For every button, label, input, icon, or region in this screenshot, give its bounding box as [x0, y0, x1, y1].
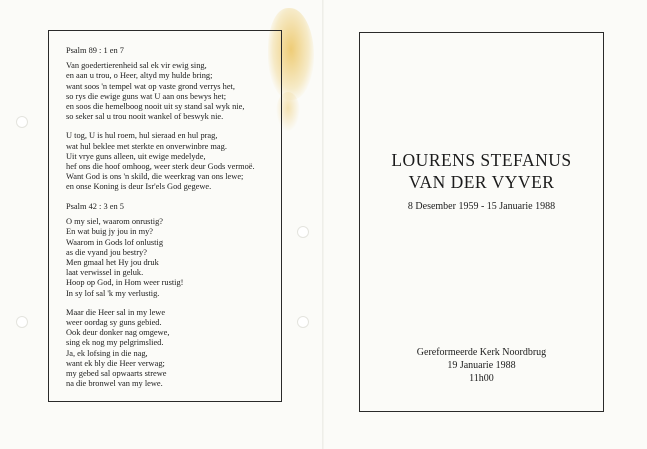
- punch-hole: [16, 316, 28, 328]
- verse-line: Want God is ons 'n skild, die weerkrag van ons lewe;: [66, 172, 244, 182]
- verse-line: want ek bly die Heer verwag;: [66, 358, 165, 368]
- verse-line: weer oordag sy guns gebied.: [66, 318, 162, 328]
- punch-hole: [297, 316, 309, 328]
- verse-line: Waarom in Gods lof onlustig: [66, 237, 164, 247]
- service-details: [359, 346, 604, 385]
- stanza: [66, 61, 255, 122]
- punch-hole: [16, 116, 28, 128]
- stanza: [66, 308, 183, 390]
- service-time: 11h00: [469, 373, 494, 384]
- punch-hole: [297, 226, 309, 238]
- verse-line: Ook deur donker nag omgewe,: [66, 328, 170, 338]
- verse-line: sing ek nog my pelgrimslied.: [66, 338, 164, 348]
- deceased-name-surname: VAN DER VYVER: [408, 172, 555, 192]
- church-name: Gereformeerde Kerk Noordbrug: [416, 347, 547, 358]
- verse-line: In sy lof sal 'k my verlustig.: [66, 288, 160, 298]
- verse-line: so rys die ewige guns wat U aan ons bewys het;: [66, 91, 227, 101]
- verse-line: Van goedertierenheid sal ek vir ewig sing,: [66, 61, 207, 71]
- verse-line: want soos 'n tempel wat op vaste grond verrys het,: [66, 81, 235, 91]
- verse-line: na die bronwel van my lewe.: [66, 379, 163, 389]
- verse-line: laat verwissel in geluk.: [66, 268, 144, 278]
- stanza: [66, 131, 255, 192]
- service-date: 19 Januarie 1988: [447, 360, 516, 371]
- center-fold: [322, 0, 324, 449]
- verse-line: en aan u trou, o Heer, altyd my hulde bring;: [66, 71, 213, 81]
- verse-line: Men gmaal het Hy jou druk: [66, 258, 159, 268]
- verse-line: Hoop op God, in Hom weer rustig!: [66, 278, 184, 288]
- verse-line: U tog, U is hul roem, hul sieraad en hul prag,: [66, 131, 218, 141]
- psalm-reference: Psalm 42 : 3 en 5: [66, 202, 124, 211]
- verse-line: en onse Koning is deur Isr'els God gegewe.: [66, 182, 212, 192]
- verse-line: Maar die Heer sal in my lewe: [66, 307, 166, 317]
- verse-line: wat hul beklee met sterkte en onverwinbre mag.: [66, 141, 227, 151]
- verse-line: Ja, ek lofsing in die nag,: [66, 348, 148, 358]
- verse-line: Uit vrye guns alleen, uit ewige medelyde,: [66, 151, 206, 161]
- verse-line: as die vyand jou bestry?: [66, 247, 147, 257]
- verse-line: hef ons die hoof omhoog, weer sterk deur Gods vermoë.: [66, 162, 255, 172]
- verse-line: en soos die hemelboog nooit uit sy stand sal wyk nie,: [66, 102, 245, 112]
- stanza: [66, 217, 183, 299]
- verse-line: so seker sal u trou nooit wankel of beswyk nie.: [66, 112, 224, 122]
- deceased-name-first: LOURENS STEFANUS: [391, 150, 572, 170]
- psalm-reference: Psalm 89 : 1 en 7: [66, 46, 124, 55]
- life-dates: 8 Desember 1959 - 15 Januarie 1988: [407, 201, 556, 212]
- verse-line: O my siel, waarom onrustig?: [66, 217, 163, 227]
- psalm-42-block: [66, 202, 183, 389]
- psalm-89-block: [66, 46, 255, 193]
- verse-line: my gebed sal opwaarts strewe: [66, 369, 167, 379]
- verse-line: En wat buig jy jou in my?: [66, 227, 153, 237]
